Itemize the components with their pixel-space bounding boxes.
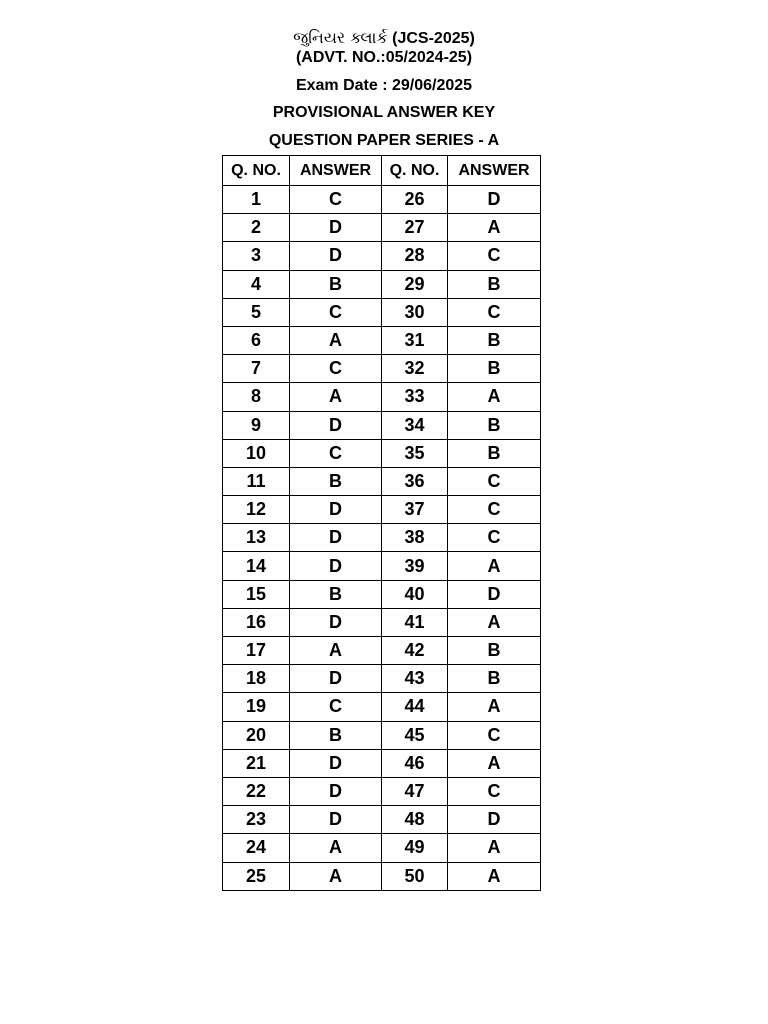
- answer-cell: C: [448, 242, 541, 270]
- question-number-cell: 16: [223, 608, 290, 636]
- question-number-cell: 44: [382, 693, 448, 721]
- table-row: [223, 326, 541, 354]
- question-number-cell: 43: [382, 665, 448, 693]
- question-number-cell: 36: [382, 467, 448, 495]
- table-row: [223, 806, 541, 834]
- question-number-cell: 39: [382, 552, 448, 580]
- column-header-answer: ANSWER: [448, 156, 541, 186]
- question-number-cell: 34: [382, 411, 448, 439]
- question-number-cell: 30: [382, 298, 448, 326]
- question-number-cell: 49: [382, 834, 448, 862]
- question-number-cell: 3: [223, 242, 290, 270]
- answer-cell: B: [448, 411, 541, 439]
- table-row: [223, 383, 541, 411]
- question-number-cell: 27: [382, 214, 448, 242]
- question-number-cell: 28: [382, 242, 448, 270]
- question-number-cell: 12: [223, 496, 290, 524]
- answer-cell: B: [290, 467, 382, 495]
- table-row: [223, 777, 541, 805]
- question-number-cell: 7: [223, 355, 290, 383]
- answer-cell: B: [448, 665, 541, 693]
- question-number-cell: 5: [223, 298, 290, 326]
- question-number-cell: 6: [223, 326, 290, 354]
- table-row: [223, 270, 541, 298]
- answer-cell: A: [448, 608, 541, 636]
- column-header-answer: ANSWER: [290, 156, 382, 186]
- answer-cell: B: [448, 326, 541, 354]
- answer-cell: A: [448, 552, 541, 580]
- question-number-cell: 9: [223, 411, 290, 439]
- answer-cell: C: [448, 524, 541, 552]
- answer-cell: B: [448, 637, 541, 665]
- question-number-cell: 13: [223, 524, 290, 552]
- answer-key-title: PROVISIONAL ANSWER KEY: [272, 104, 496, 121]
- question-number-cell: 48: [382, 806, 448, 834]
- question-number-cell: 22: [223, 777, 290, 805]
- question-number-cell: 45: [382, 721, 448, 749]
- table-row: [223, 214, 541, 242]
- answer-cell: A: [448, 749, 541, 777]
- answer-cell: C: [290, 298, 382, 326]
- table-row: [223, 862, 541, 890]
- answer-cell: A: [448, 383, 541, 411]
- answer-cell: C: [448, 467, 541, 495]
- table-row: [223, 552, 541, 580]
- answer-cell: B: [290, 721, 382, 749]
- answer-cell: D: [448, 580, 541, 608]
- answer-cell: C: [448, 777, 541, 805]
- answer-cell: A: [448, 834, 541, 862]
- answer-cell: A: [290, 834, 382, 862]
- question-number-cell: 26: [382, 186, 448, 214]
- question-paper-series: QUESTION PAPER SERIES - A: [268, 132, 500, 149]
- answer-cell: C: [290, 439, 382, 467]
- column-header-question-number: Q. NO.: [382, 156, 448, 186]
- answer-cell: D: [448, 806, 541, 834]
- question-number-cell: 42: [382, 637, 448, 665]
- question-number-cell: 23: [223, 806, 290, 834]
- answer-cell: C: [448, 721, 541, 749]
- question-number-cell: 38: [382, 524, 448, 552]
- table-row: [223, 411, 541, 439]
- question-number-cell: 35: [382, 439, 448, 467]
- answer-cell: A: [448, 214, 541, 242]
- answer-cell: A: [448, 693, 541, 721]
- answer-cell: D: [290, 524, 382, 552]
- exam-title-code: (JCS-2025): [392, 30, 475, 47]
- answer-cell: C: [290, 355, 382, 383]
- answer-cell: D: [290, 749, 382, 777]
- answer-cell: D: [290, 214, 382, 242]
- table-row: [223, 834, 541, 862]
- answer-cell: B: [290, 270, 382, 298]
- answer-cell: B: [448, 355, 541, 383]
- question-number-cell: 8: [223, 383, 290, 411]
- answer-cell: D: [448, 186, 541, 214]
- table-row: [223, 355, 541, 383]
- question-number-cell: 32: [382, 355, 448, 383]
- answer-cell: A: [448, 862, 541, 890]
- question-number-cell: 24: [223, 834, 290, 862]
- table-row: [223, 580, 541, 608]
- question-number-cell: 1: [223, 186, 290, 214]
- question-number-cell: 33: [382, 383, 448, 411]
- question-number-cell: 18: [223, 665, 290, 693]
- advertisement-number: (ADVT. NO.:05/2024-25): [295, 49, 473, 66]
- table-row: [223, 608, 541, 636]
- question-number-cell: 50: [382, 862, 448, 890]
- question-number-cell: 41: [382, 608, 448, 636]
- answer-cell: A: [290, 383, 382, 411]
- question-number-cell: 25: [223, 862, 290, 890]
- question-number-cell: 11: [223, 467, 290, 495]
- question-number-cell: 2: [223, 214, 290, 242]
- answer-cell: D: [290, 777, 382, 805]
- question-number-cell: 17: [223, 637, 290, 665]
- exam-title-gujarati: જુનિયર ક્લાર્ક: [293, 28, 388, 47]
- table-row: [223, 186, 541, 214]
- table-row: [223, 665, 541, 693]
- answer-cell: C: [290, 693, 382, 721]
- table-row: [223, 693, 541, 721]
- question-number-cell: 21: [223, 749, 290, 777]
- answer-cell: C: [448, 298, 541, 326]
- answer-cell: D: [290, 496, 382, 524]
- answer-key-body: [223, 186, 541, 891]
- table-row: [223, 467, 541, 495]
- question-number-cell: 20: [223, 721, 290, 749]
- answer-cell: C: [448, 496, 541, 524]
- question-number-cell: 29: [382, 270, 448, 298]
- answer-cell: D: [290, 242, 382, 270]
- table-row: [223, 721, 541, 749]
- answer-cell: B: [448, 270, 541, 298]
- table-row: [223, 524, 541, 552]
- answer-cell: A: [290, 637, 382, 665]
- question-number-cell: 31: [382, 326, 448, 354]
- table-header-row: [223, 156, 541, 186]
- question-number-cell: 10: [223, 439, 290, 467]
- answer-key-table: [222, 155, 541, 891]
- answer-cell: D: [290, 411, 382, 439]
- column-header-question-number: Q. NO.: [223, 156, 290, 186]
- question-number-cell: 46: [382, 749, 448, 777]
- question-number-cell: 15: [223, 580, 290, 608]
- question-number-cell: 14: [223, 552, 290, 580]
- answer-cell: C: [290, 186, 382, 214]
- answer-cell: A: [290, 326, 382, 354]
- answer-cell: D: [290, 552, 382, 580]
- table-row: [223, 439, 541, 467]
- answer-cell: B: [290, 580, 382, 608]
- table-row: [223, 242, 541, 270]
- question-number-cell: 4: [223, 270, 290, 298]
- question-number-cell: 37: [382, 496, 448, 524]
- answer-cell: B: [448, 439, 541, 467]
- question-number-cell: 40: [382, 580, 448, 608]
- table-row: [223, 496, 541, 524]
- question-number-cell: 47: [382, 777, 448, 805]
- question-number-cell: 19: [223, 693, 290, 721]
- answer-cell: D: [290, 665, 382, 693]
- table-row: [223, 637, 541, 665]
- answer-cell: A: [290, 862, 382, 890]
- table-row: [223, 298, 541, 326]
- answer-cell: D: [290, 608, 382, 636]
- exam-date: Exam Date : 29/06/2025: [295, 77, 473, 94]
- answer-cell: D: [290, 806, 382, 834]
- exam-title: [0, 28, 768, 48]
- table-row: [223, 749, 541, 777]
